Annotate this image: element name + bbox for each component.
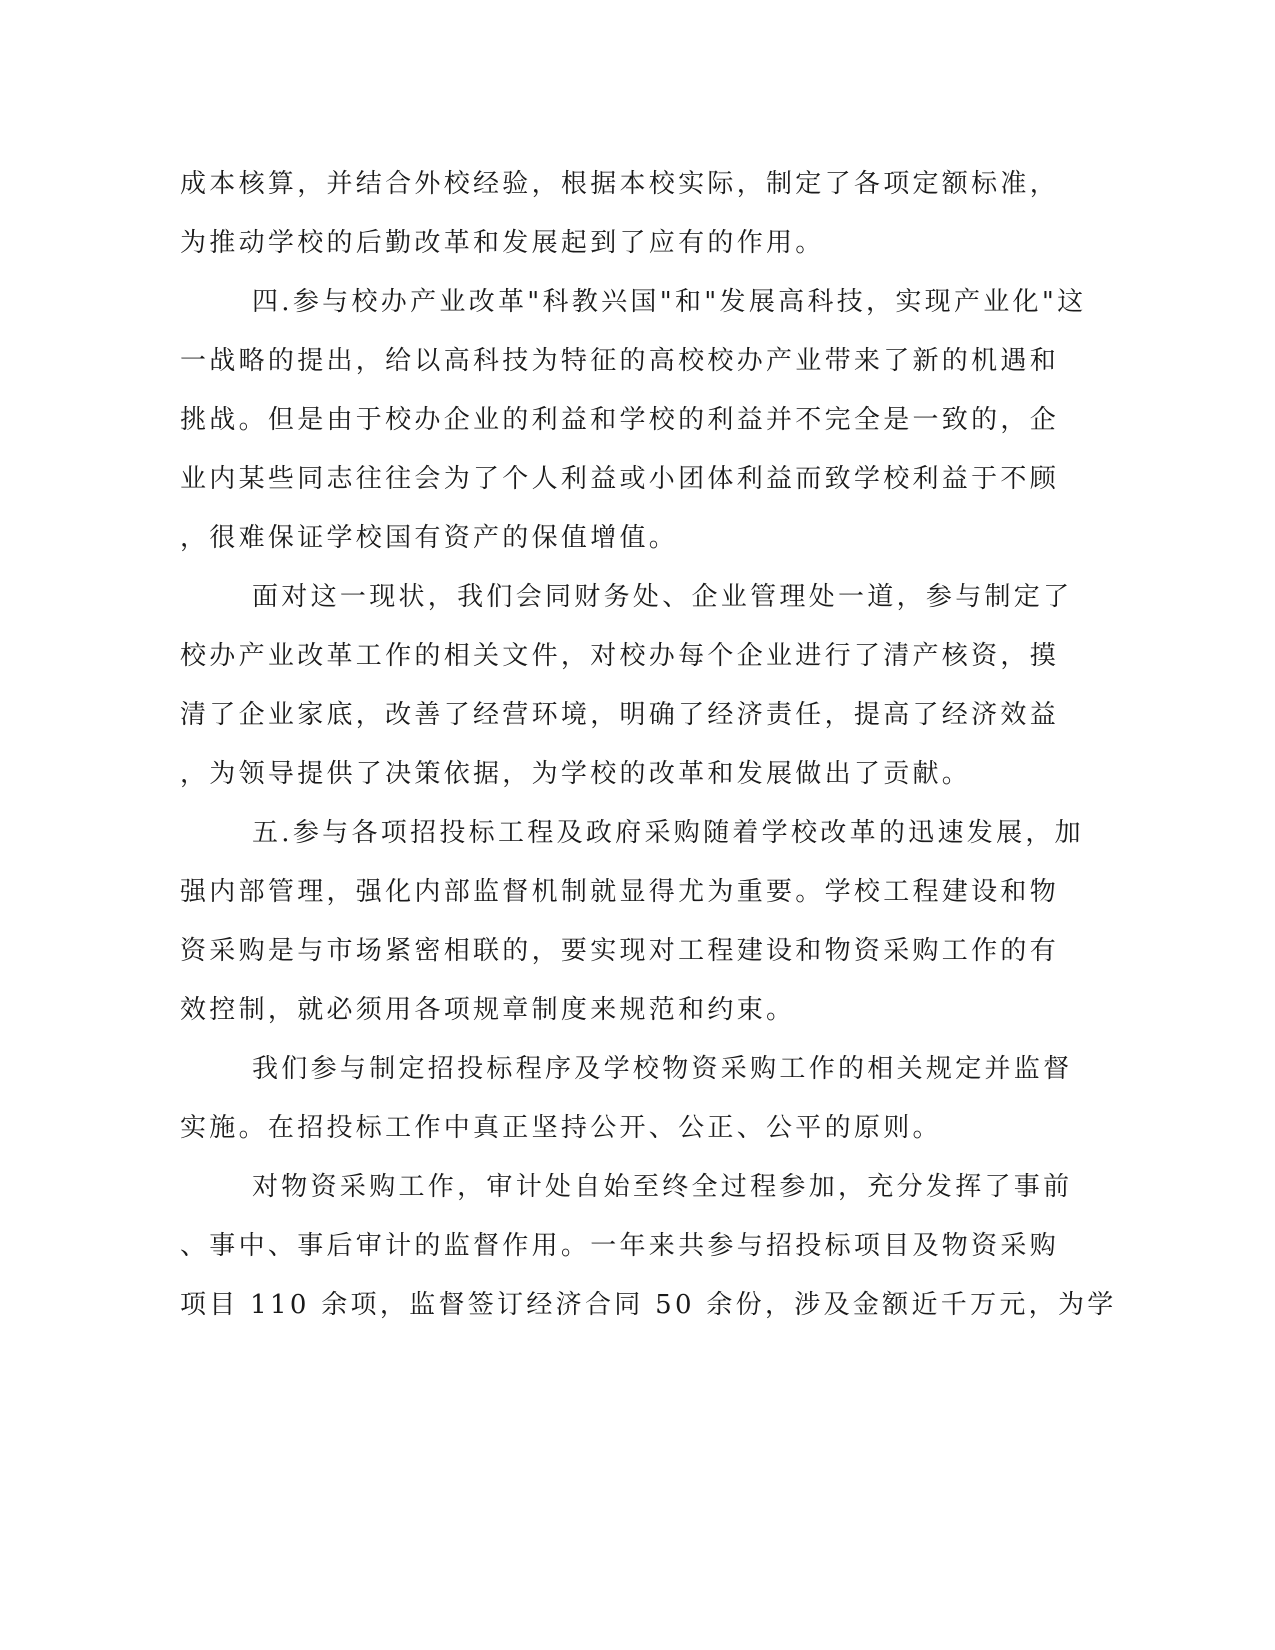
text-line: 项目 110 余项，监督签订经济合同 50 余份，涉及金额近千万元，为学 (180, 1290, 1117, 1320)
text-line: ，为领导提供了决策依据，为学校的改革和发展做出了贡献。 (180, 759, 972, 789)
text-line: 成本核算，并结合外校经验，根据本校实际，制定了各项定额标准， (180, 169, 1060, 199)
text-line: 五.参与各项招投标工程及政府采购随着学校改革的迅速发展，加 (252, 818, 1084, 848)
text-line: 我们参与制定招投标程序及学校物资采购工作的相关规定并监督 (252, 1054, 1073, 1084)
text-line: 对物资采购工作，审计处自始至终全过程参加，充分发挥了事前 (252, 1172, 1073, 1202)
text-line: 挑战。但是由于校办企业的利益和学校的利益并不完全是一致的，企 (180, 405, 1060, 435)
text-line: 校办产业改革工作的相关文件，对校办每个企业进行了清产核资，摸 (180, 641, 1060, 671)
text-line: 、事中、事后审计的监督作用。一年来共参与招投标项目及物资采购 (180, 1231, 1060, 1261)
document-body (180, 155, 1117, 1335)
text-line: 业内某些同志往往会为了个人利益或小团体利益而致学校利益于不顾 (180, 464, 1060, 494)
text-line: 为推动学校的后勤改革和发展起到了应有的作用。 (180, 228, 825, 258)
text-line: 面对这一现状，我们会同财务处、企业管理处一道，参与制定了 (252, 582, 1073, 612)
text-line: 实施。在招投标工作中真正坚持公开、公正、公平的原则。 (180, 1113, 942, 1143)
text-line: 四.参与校办产业改革"科教兴国"和"发展高科技，实现产业化"这 (252, 287, 1087, 317)
text-line: 强内部管理，强化内部监督机制就显得尤为重要。学校工程建设和物 (180, 877, 1060, 907)
text-line: 一战略的提出，给以高科技为特征的高校校办产业带来了新的机遇和 (180, 346, 1060, 376)
text-line: ，很难保证学校国有资产的保值增值。 (180, 523, 679, 553)
text-line: 效控制，就必须用各项规章制度来规范和约束。 (180, 995, 796, 1025)
text-line: 清了企业家底，改善了经营环境，明确了经济责任，提高了经济效益 (180, 700, 1060, 730)
text-line: 资采购是与市场紧密相联的，要实现对工程建设和物资采购工作的有 (180, 936, 1060, 966)
